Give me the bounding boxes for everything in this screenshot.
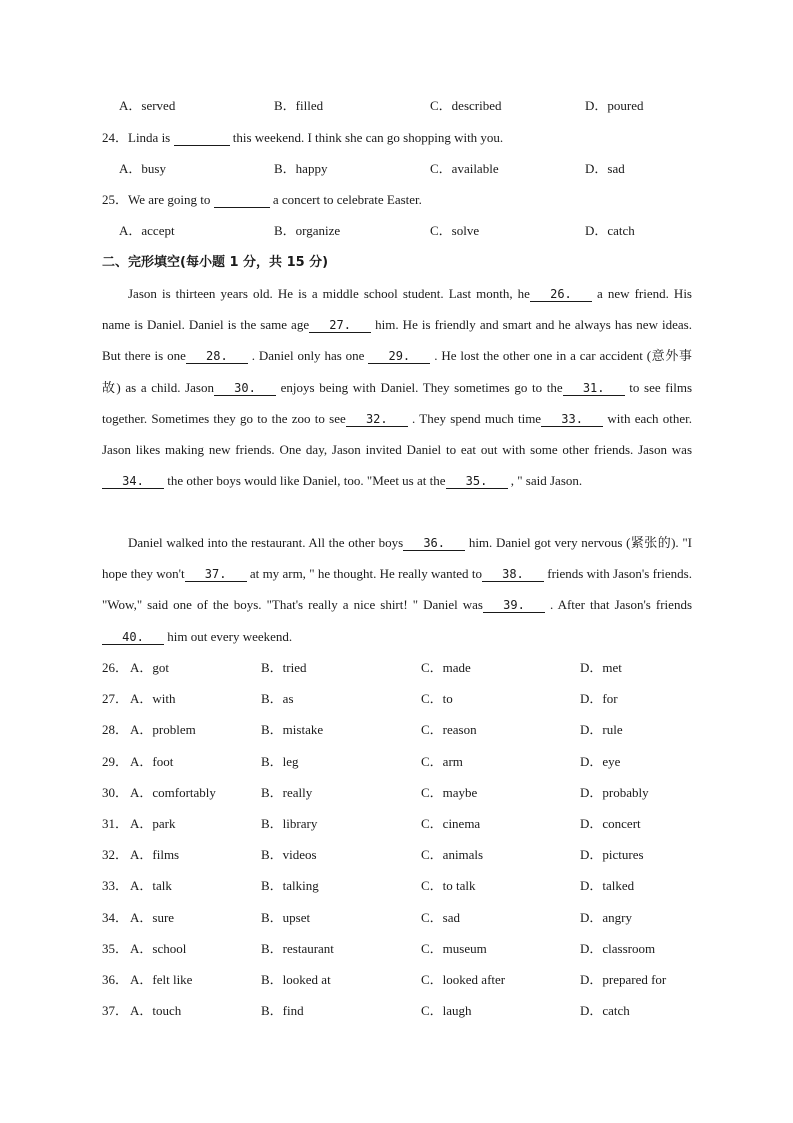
choice-option-b[interactable]: B．library	[261, 816, 318, 831]
choice-option-b[interactable]: B．talking	[261, 878, 319, 894]
choice-option-a[interactable]: A．park	[130, 816, 176, 831]
choice-number: 28．	[102, 722, 129, 738]
q25-text-before: 25．We are going to	[102, 192, 214, 207]
q24-text-before: 24．Linda is	[102, 130, 174, 145]
passage-text: with each other. Jason likes making new friends. One day, Jason invited Daniel to eat out with some other friends. Jason was	[102, 410, 693, 458]
choice-option-d[interactable]: D．met	[580, 660, 622, 675]
q24-text-after: this weekend. I think she can go shopping with you.	[229, 130, 504, 145]
choice-option-d[interactable]: D．eye	[580, 753, 621, 769]
choice-option-d[interactable]: D．talked	[580, 878, 635, 894]
choice-option-d[interactable]: D．for	[580, 691, 618, 707]
passage-blank-26[interactable]: 26.	[530, 287, 592, 302]
choice-option-d[interactable]: D．rule	[580, 722, 623, 738]
choice-option-c[interactable]: C．arm	[421, 753, 463, 769]
passage-text: Daniel walked into the restaurant. All the other boys	[128, 535, 404, 550]
q23-option-b[interactable]: B．filled	[274, 98, 324, 113]
choice-option-a[interactable]: A．with	[130, 691, 176, 707]
choice-option-d[interactable]: D．catch	[580, 1003, 630, 1019]
passage-blank-38[interactable]: 38.	[482, 567, 544, 582]
passage-blank-37[interactable]: 37.	[185, 567, 247, 582]
passage-blank-35[interactable]: 35.	[446, 474, 508, 489]
passage-text: him. He is friendly and smart and he always has new ideas. But there is one	[102, 317, 692, 364]
passage-paragraph-2	[102, 527, 692, 652]
passage-paragraph-1	[102, 278, 692, 496]
passage-text: at my arm, " he thought. He really wanted to	[246, 566, 482, 582]
passage-text: the other boys would like Daniel, too. "Meet us at the	[164, 473, 446, 489]
choice-option-c[interactable]: C．sad	[421, 909, 461, 925]
q23-option-c[interactable]: C．described	[430, 98, 502, 113]
passage-blank-33[interactable]: 33.	[541, 412, 603, 427]
choice-option-b[interactable]: B．leg	[261, 753, 299, 769]
passage-blank-30[interactable]: 30.	[214, 381, 276, 396]
q24-stem	[102, 129, 503, 147]
q25-blank[interactable]	[214, 193, 270, 208]
choice-option-a[interactable]: A．felt like	[130, 972, 193, 987]
choice-option-c[interactable]: C．maybe	[421, 784, 478, 800]
choice-option-c[interactable]: C．animals	[421, 847, 484, 863]
q24-blank[interactable]	[174, 131, 230, 146]
q24-option-c[interactable]: C．available	[430, 161, 499, 176]
choice-option-b[interactable]: B．find	[261, 1003, 304, 1019]
choice-option-d[interactable]: D．concert	[580, 816, 641, 831]
choice-number: 34．	[102, 909, 129, 925]
passage-text: enjoys being with Daniel. They sometimes go to the	[276, 379, 563, 395]
choice-option-b[interactable]: B．restaurant	[261, 940, 334, 956]
choice-option-b[interactable]: B．really	[261, 784, 313, 800]
choice-number: 31．	[102, 816, 129, 831]
q24-option-b[interactable]: B．happy	[274, 161, 328, 176]
choice-option-b[interactable]: B．upset	[261, 909, 311, 925]
choice-option-c[interactable]: C．reason	[421, 722, 477, 738]
passage-blank-39[interactable]: 39.	[483, 598, 545, 613]
choice-option-a[interactable]: A．films	[130, 847, 180, 863]
passage-text: . Daniel only has one	[247, 348, 369, 364]
choice-option-a[interactable]: A．school	[130, 940, 187, 956]
choice-option-d[interactable]: D．prepared for	[580, 972, 667, 987]
choice-option-a[interactable]: A．talk	[130, 878, 172, 894]
choice-option-c[interactable]: C．laugh	[421, 1003, 472, 1019]
choice-number: 27．	[102, 691, 129, 707]
passage-blank-32[interactable]: 32.	[346, 412, 408, 427]
choice-option-b[interactable]: B．as	[261, 691, 294, 707]
choice-number: 29．	[102, 753, 129, 769]
choice-option-a[interactable]: A．got	[130, 660, 170, 675]
passage-text: friends with Jason's friends. "Wow," said one of the boys. "That's really a nice shirt! " Daniel was	[102, 566, 692, 613]
passage-blank-29[interactable]: 29.	[368, 349, 430, 364]
passage-blank-36[interactable]: 36.	[403, 536, 465, 551]
passage-blank-28[interactable]: 28.	[186, 349, 248, 364]
choice-number: 30．	[102, 784, 129, 800]
choice-number: 36．	[102, 972, 129, 987]
choice-option-b[interactable]: B．tried	[261, 660, 307, 675]
q24-option-a[interactable]: A．busy	[119, 161, 166, 176]
choice-number: 32．	[102, 847, 129, 863]
choice-number: 37．	[102, 1003, 129, 1019]
choice-option-b[interactable]: B．mistake	[261, 722, 324, 738]
choice-option-a[interactable]: A．sure	[130, 909, 175, 925]
choice-option-c[interactable]: C．to talk	[421, 878, 476, 894]
choice-option-d[interactable]: D．classroom	[580, 940, 656, 956]
passage-blank-40[interactable]: 40.	[102, 630, 164, 645]
choice-option-b[interactable]: B．looked at	[261, 972, 331, 987]
q25-option-d[interactable]: D．catch	[585, 223, 635, 238]
choice-option-b[interactable]: B．videos	[261, 847, 317, 863]
passage-blank-27[interactable]: 27.	[309, 318, 371, 333]
choice-option-a[interactable]: A．touch	[130, 1003, 182, 1019]
choice-number: 26．	[102, 660, 129, 675]
choice-option-a[interactable]: A．problem	[130, 722, 196, 738]
choice-option-c[interactable]: C．looked after	[421, 972, 506, 987]
choice-option-a[interactable]: A．comfortably	[130, 784, 216, 800]
q23-option-a[interactable]: A．served	[119, 98, 176, 113]
q25-option-b[interactable]: B．organize	[274, 223, 341, 238]
section-title: 二、完形填空(每小题 1 分，共 15 分)	[102, 255, 329, 270]
q23-option-d[interactable]: D．poured	[585, 98, 644, 113]
passage-text: . They spend much time	[407, 410, 542, 426]
passage-text: . After that Jason's friends	[544, 597, 693, 613]
choice-number: 35．	[102, 940, 129, 956]
q25-option-a[interactable]: A．accept	[119, 223, 175, 238]
passage-text: to see films together. Sometimes they go to the zoo to see	[102, 379, 693, 426]
choice-option-a[interactable]: A．foot	[130, 753, 174, 769]
passage-text: him. Daniel got very nervous (紧张的). "I hope they won't	[102, 535, 692, 582]
choice-option-c[interactable]: C．to	[421, 691, 453, 707]
passage-blank-31[interactable]: 31.	[563, 381, 625, 396]
choice-option-d[interactable]: D．angry	[580, 909, 632, 925]
passage-text: him out every weekend.	[164, 628, 293, 644]
choice-option-c[interactable]: C．made	[421, 660, 471, 675]
passage-text: . He lost the other one in a car accident (意外事故) as a child. Jason	[102, 348, 692, 395]
choice-option-c[interactable]: C．cinema	[421, 816, 481, 831]
q24-option-d[interactable]: D．sad	[585, 161, 625, 176]
passage-text: a new friend. His name is Daniel. Daniel is the same age	[102, 286, 692, 333]
choice-number: 33．	[102, 878, 129, 894]
choice-option-c[interactable]: C．museum	[421, 940, 487, 956]
choice-option-d[interactable]: D．pictures	[580, 847, 644, 863]
passage-text: Jason is thirteen years old. He is a middle school student. Last month, he	[128, 286, 530, 301]
passage-text: , " said Jason.	[507, 473, 583, 489]
q25-stem	[102, 191, 422, 209]
q25-text-after: a concert to celebrate Easter.	[269, 192, 422, 207]
passage-blank-34[interactable]: 34.	[102, 474, 164, 489]
q25-option-c[interactable]: C．solve	[430, 223, 480, 238]
choice-option-d[interactable]: D．probably	[580, 784, 649, 800]
